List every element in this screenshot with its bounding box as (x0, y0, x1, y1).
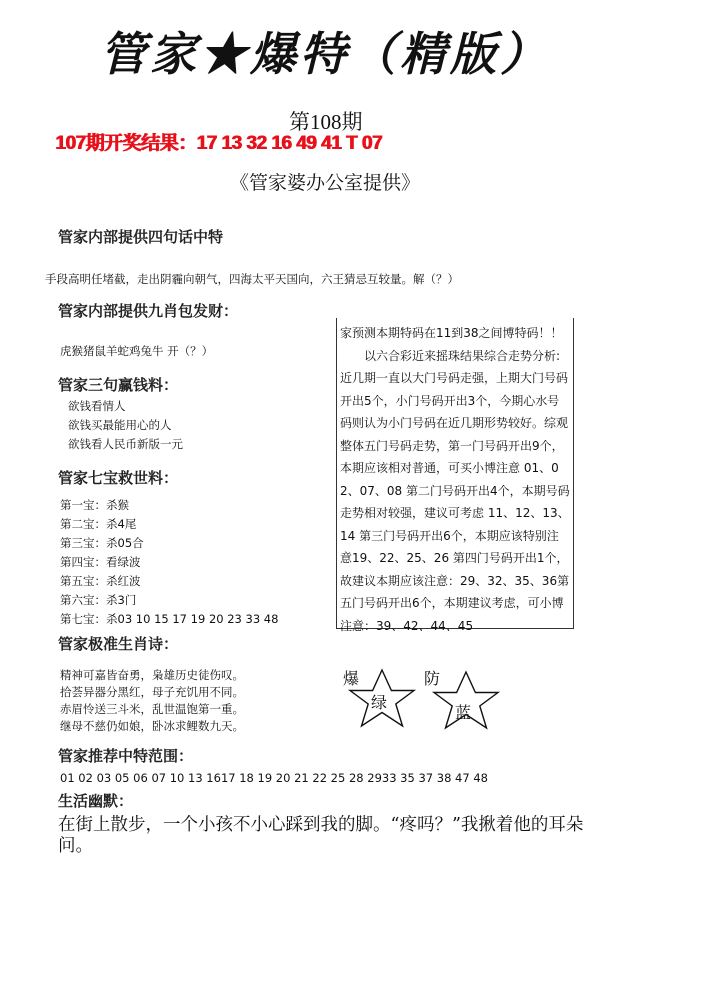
list-item (60, 553, 278, 572)
analysis-para-2: 以六合彩近来摇珠结果综合走势分析:近几期一直以大门号码走强，上期大门号码开出5个，小门号码开出3个，今期心水号码则认为小门号码在近几期形势较好。综观整体五门号码走势，第一门号码开出9个，本期应该相对普通，可买小博注意 01、02、07、08 第二门号码开出4个，本期号码走势相对较强，建议可考虑 11、12、13、14 第三门号码开出6个，本期应该特别注意19、22、25、26 第四门号码开出1个，故建议本期应该注意：29、32、35、36第五门号码开出6个，本期建议考虑，可小博注意：39、42、44、45 (340, 348, 570, 633)
treasure-value: 杀03 10 15 17 19 20 23 33 48 (106, 612, 279, 626)
treasure-value: 杀05合 (106, 536, 144, 550)
poem-line: 继母不慈仍如娘，卧冰求鲤数九天。 (60, 719, 244, 733)
treasure-label: 第六宝： (60, 593, 106, 607)
analysis-text (340, 322, 570, 637)
treasure-value: 看绿波 (106, 555, 141, 569)
list-item (60, 534, 278, 553)
treasure-label: 第二宝： (60, 517, 106, 531)
four-lines-text: 手段高明任堵截，走出阴霾向朝气，四海太平天国向，六王猜忌互较量。解（？） (45, 272, 459, 286)
list-item (60, 610, 278, 629)
treasure-value: 杀4尾 (106, 517, 137, 531)
range-heading: 管家推荐中特范围： (58, 747, 194, 765)
humor-text: 在街上散步，一个小孩不小心踩到我的脚。“疼吗？”我揪着他的耳朵问。 (58, 815, 584, 856)
poem-line: 赤眉怜送三斗米，乱世温饱第一重。 (60, 702, 244, 716)
treasure-value: 杀3门 (106, 593, 137, 607)
star-green-label: 绿 (371, 693, 388, 712)
treasure-value: 杀猴 (106, 498, 129, 512)
seven-treasures-list (60, 496, 278, 629)
treasure-value: 杀红波 (106, 574, 141, 588)
label-bao: 爆 (343, 669, 360, 688)
treasure-label: 第七宝： (60, 612, 106, 626)
three-lines-heading: 管家三句赢钱料： (58, 376, 179, 394)
analysis-para-1: 家预测本期特码在11到38之间博特码！！ (340, 326, 563, 340)
treasure-label: 第三宝： (60, 536, 106, 550)
list-item (60, 496, 278, 515)
star-blue-label: 蓝 (455, 703, 472, 722)
range-numbers: 01 02 03 05 06 07 10 13 1617 18 19 20 21 22 25 28 2933 35 37 38 47 48 (60, 771, 488, 785)
list-item: 欲钱买最能用心的人 (68, 418, 172, 432)
last-result: 107期开奖结果：17 13 32 16 49 41 T 07 (55, 133, 382, 154)
star-graphics (336, 660, 516, 750)
nine-zodiac-heading: 管家内部提供九肖包发财： (58, 302, 239, 320)
treasure-label: 第五宝： (60, 574, 106, 588)
page-title: 管家★爆特（精版） (100, 27, 550, 81)
label-fang: 防 (424, 669, 441, 688)
nine-zodiac-text: 虎猴猪鼠羊蛇鸡兔牛 开（？） (60, 344, 214, 358)
list-item (60, 515, 278, 534)
three-lines-list (68, 397, 183, 454)
poem-lines (60, 667, 244, 735)
poem-heading: 管家极准生肖诗： (58, 635, 179, 653)
humor-heading: 生活幽默： (58, 792, 134, 810)
poem-line: 精神可嘉皆奋勇，枭雄历史徒伤叹。 (60, 668, 244, 682)
issue-number: 第108期 (289, 110, 363, 134)
treasure-label: 第四宝： (60, 555, 106, 569)
list-item: 欲钱看情人 (68, 399, 126, 413)
treasure-label: 第一宝： (60, 498, 106, 512)
provider-line: 《管家婆办公室提供》 (230, 172, 421, 194)
list-item: 欲钱看人民币新版一元 (68, 437, 183, 451)
list-item (60, 572, 278, 591)
seven-treasures-heading: 管家七宝救世料： (58, 469, 179, 487)
list-item (60, 591, 278, 610)
poem-line: 拾荟异器分黑红，母子充饥用不同。 (60, 685, 244, 699)
four-lines-heading: 管家内部提供四句话中特 (58, 228, 224, 246)
